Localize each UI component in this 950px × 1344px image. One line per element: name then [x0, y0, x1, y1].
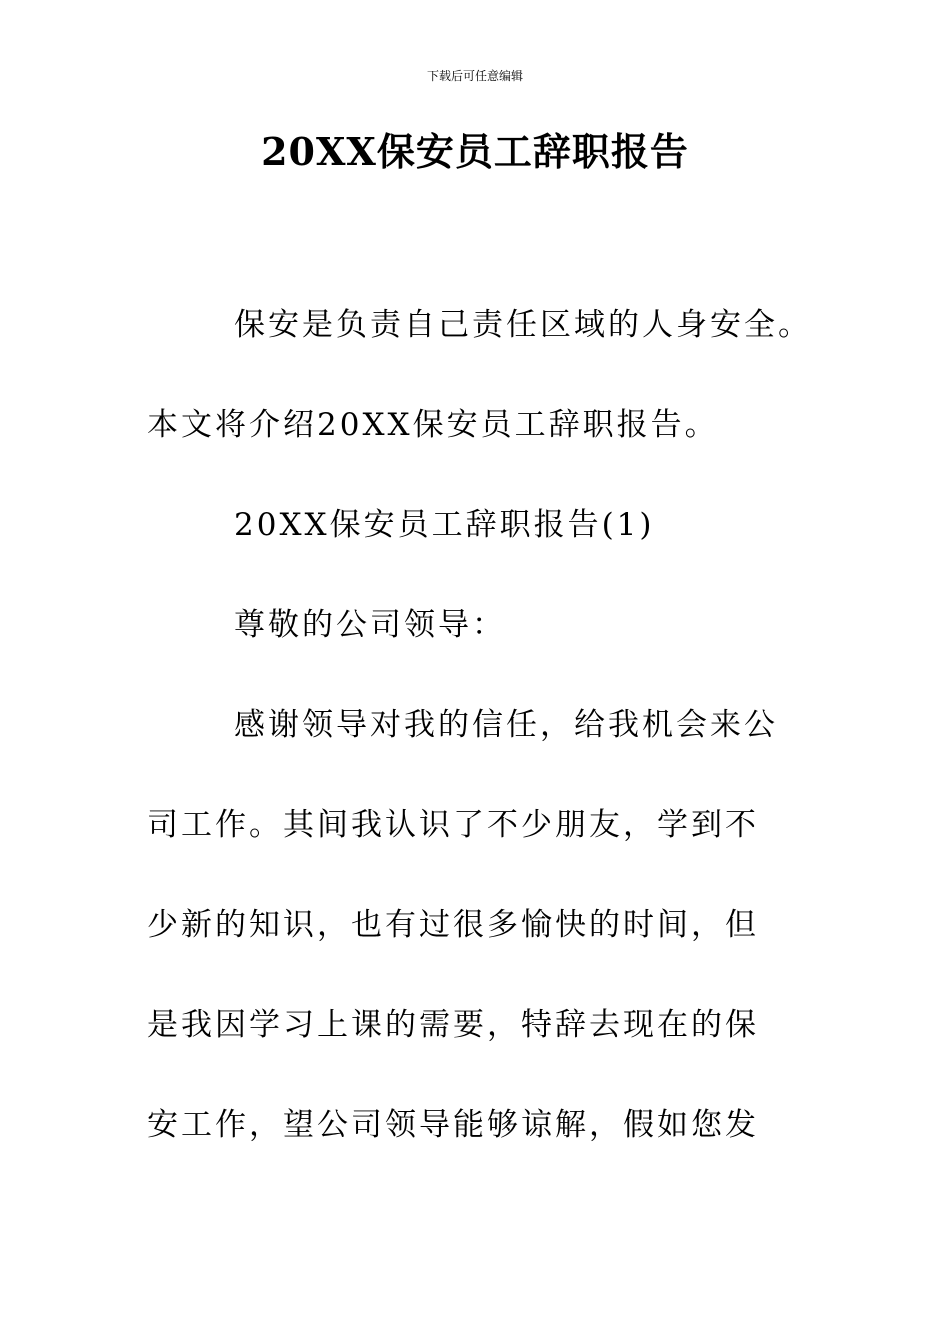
body-line-5: 安工作，望公司领导能够谅解，假如您发	[147, 1107, 759, 1143]
body-line-intro-2: 本文将介绍20XX保安员工辞职报告。	[147, 407, 719, 443]
body-line-2: 司工作。其间我认识了不少朋友，学到不	[147, 807, 759, 843]
document-title: 20XX保安员工辞职报告	[261, 129, 689, 174]
body-line-1: 感谢领导对我的信任，给我机会来公	[234, 707, 778, 743]
section-heading: 20XX保安员工辞职报告(1)	[234, 507, 655, 543]
salutation: 尊敬的公司领导：	[234, 607, 506, 643]
body-line-intro-1: 保安是负责自己责任区域的人身安全。	[234, 307, 812, 343]
body-line-3: 少新的知识，也有过很多愉快的时间，但	[147, 907, 759, 943]
body-line-4: 是我因学习上课的需要，特辞去现在的保	[147, 1007, 759, 1043]
page-header-note: 下载后可任意编辑	[426, 69, 523, 83]
